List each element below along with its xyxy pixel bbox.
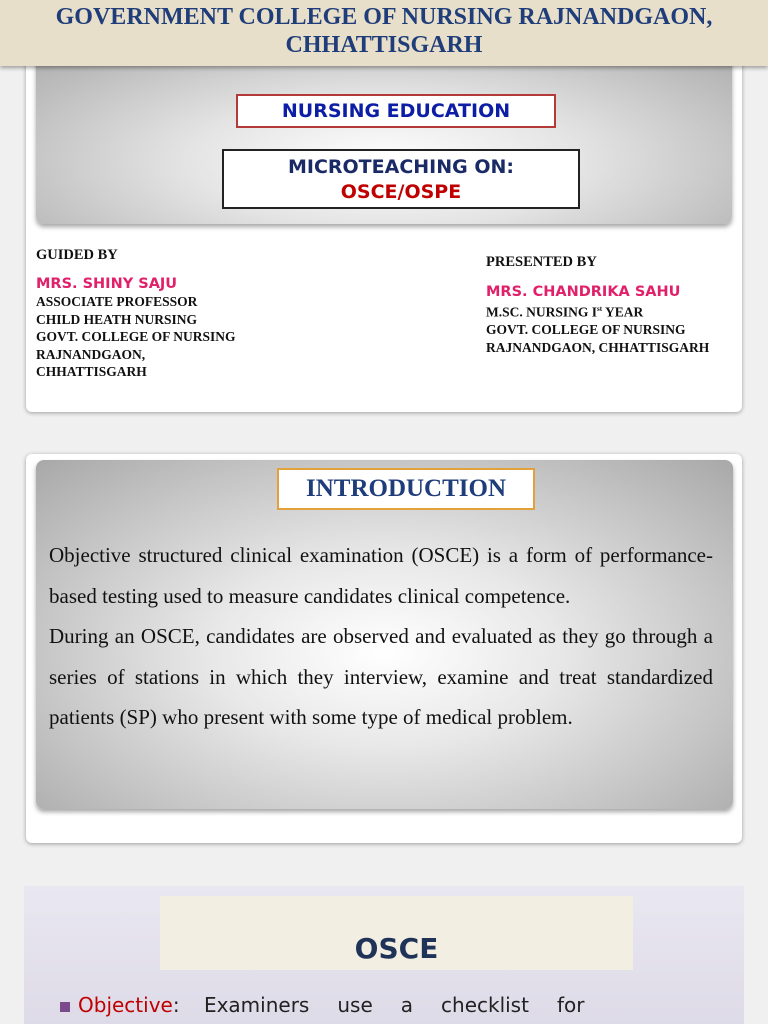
topic-label: MICROTEACHING ON: [287, 156, 515, 178]
presenter-name: MRS. CHANDRIKA SAHU [486, 284, 681, 300]
introduction-title: INTRODUCTION [277, 468, 535, 510]
college-banner [0, 0, 768, 66]
guide-detail-line: CHHATTISGARH [36, 364, 147, 379]
presenter-course-line [486, 301, 736, 321]
banner-title-line-2: CHHATTISGARH [285, 32, 483, 58]
topic-box [222, 149, 580, 209]
presenter-course-year: YEAR [602, 304, 644, 320]
presenter-detail-line: RAJNANDGAON, CHHATTISGARH [486, 339, 710, 355]
topic-name: OSCE/OSPE [340, 181, 462, 203]
bullet-word: use [337, 993, 373, 1017]
introduction-paragraph-2: During an OSCE, candidates are observed and evaluated as they go through a series of stations in which they interview, examine and treat standardized patients (SP) who present with some type of medical problem. [49, 624, 713, 730]
presenter-course-text: M.SC. NURSING I [486, 304, 598, 320]
osce-title: OSCE [354, 932, 439, 965]
presented-by-heading: PRESENTED BY [486, 254, 597, 270]
presenter-course-ordinal: st [597, 305, 603, 313]
bullet-square-icon [60, 1002, 70, 1012]
presenter-detail-line: GOVT. COLLEGE OF NURSING [486, 322, 686, 337]
subject-box: NURSING EDUCATION [236, 94, 556, 128]
guide-name: MRS. SHINY SAJU [36, 276, 178, 292]
bullet-word: Examiners [203, 993, 310, 1017]
bullet-word: : [172, 993, 186, 1017]
guide-detail-line: CHILD HEATH NURSING [36, 311, 198, 327]
introduction-body [49, 535, 713, 738]
guide-detail-line: RAJNANDGAON, [36, 346, 146, 362]
osce-bullet-line [60, 990, 710, 1020]
guided-by-heading: GUIDED BY [36, 247, 118, 263]
bullet-word: checklist [441, 993, 529, 1017]
guide-detail-line: GOVT. COLLEGE OF NURSING [36, 329, 236, 344]
guide-detail-line: ASSOCIATE PROFESSOR [36, 294, 198, 309]
presented-by-block [486, 253, 736, 356]
banner-title-line-1: GOVERNMENT COLLEGE OF NURSING RAJNANDGAON, [55, 4, 713, 30]
bullet-word: a [400, 993, 414, 1017]
bullet-keyword: Objective [78, 993, 173, 1017]
bullet-word: for [556, 993, 585, 1017]
guided-by-block [36, 246, 296, 381]
introduction-paragraph-1: Objective structured clinical examination (OSCE) is a form of performance-based testing used to measure candidates clinical competence. [49, 543, 713, 608]
